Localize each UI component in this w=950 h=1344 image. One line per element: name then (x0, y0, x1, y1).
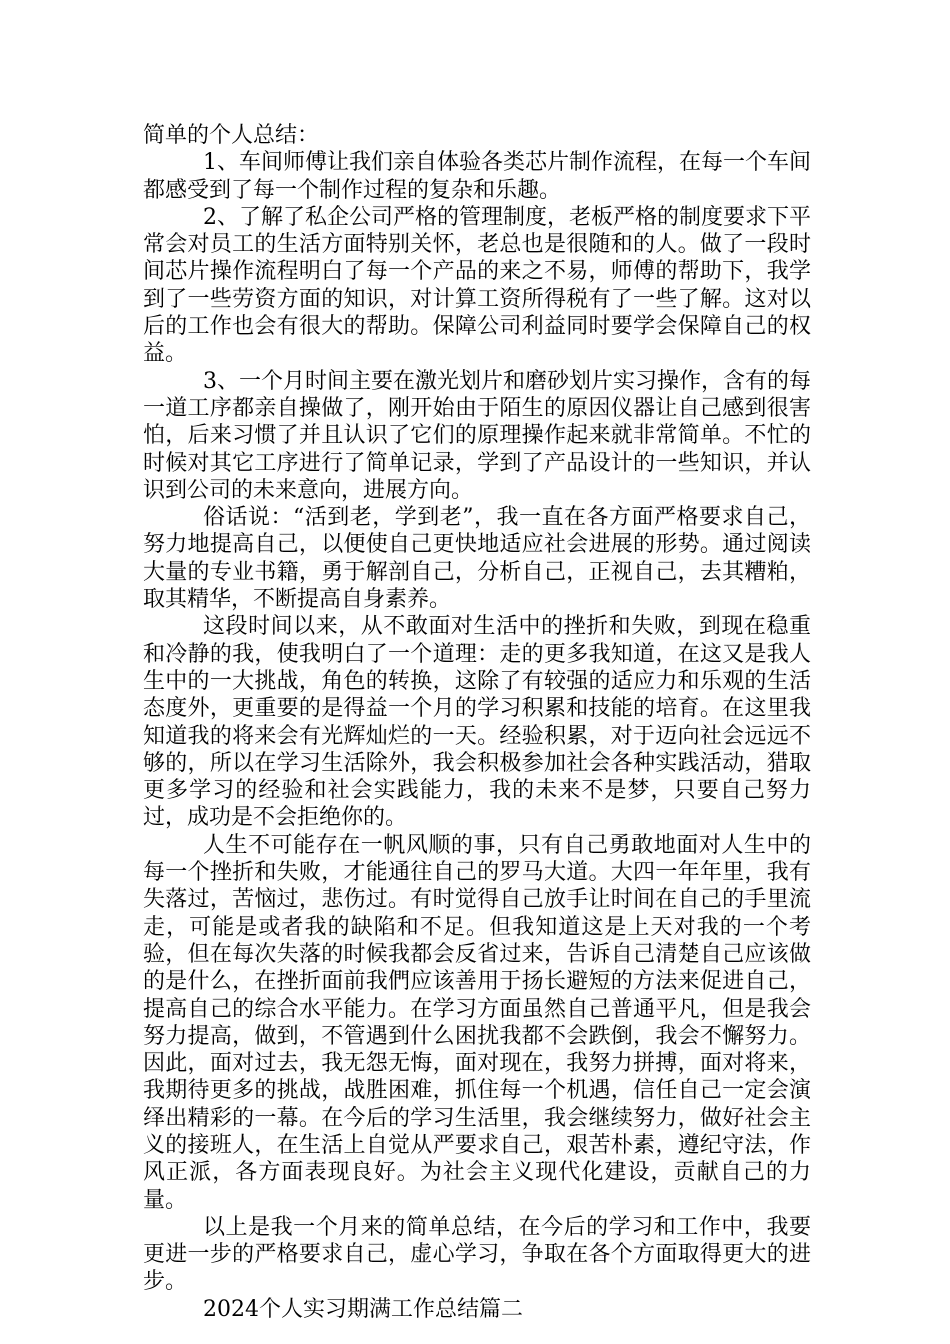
intro-line: 简单的个人总结： (143, 123, 320, 148)
paragraph-life: 人生不可能存在一帆风顺的事，只有自己勇敢地面对人生中的每一个挫折和失败，才能通往自己的罗马大道。大四一年年里，我有失落过，苦恼过，悲伤过。有时觉得自己放手让时间在自己的手里流走，可能是或者我的缺陷和不足。但我知道这是上天对我的一个考验，但在每次失落的时候我都会反省过来，告诉自己清楚自己应该做的是什么，在挫折面前我們应该善用于扬长避短的方法来促进自己，提高自己的综合水平能力。在学习方面虽然自己普通平凡，但是我会努力提高，做到，不管遇到什么困扰我都不会跌倒，我会不懈努力。因此，面对过去，我无怨无悔，面对现在，我努力拼搏，面对将来，我期待更多的挑战，战胜困难，抓住每一个机遇，信任自己一定会演绎出精彩的一幕。在今后的学习生活里，我会继续努力，做好社会主义的接班人，在生活上自觉从严要求自己，艰苦朴素，遵纪守法，作风正派，各方面表现良好。为社会主义现代化建设，贡献自己的力量。 (143, 832, 811, 1213)
paragraph-item-3: 3、一个月时间主要在激光划片和磨砂划片实习操作，含有的每一道工序都亲自操做了，刚开始由于陌生的原因仪器让自己感到很害怕，后来习惯了并且认识了它们的原理操作起来就非常简单。不忙的时候对其它工序进行了简单记录，学到了产品设计的一些知识，并认识到公司的未来意向，进展方向。 (143, 368, 811, 503)
paragraph-conclusion: 以上是我一个月来的简单总结，在今后的学习和工作中，我要更进一步的严格要求自己，虚心学习，争取在各个方面取得更大的进步。 (143, 1214, 811, 1295)
paragraph-reflection: 这段时间以来，从不敢面对生活中的挫折和失败，到现在稳重和冷静的我，使我明白了一个道理：走的更多我知道，在这又是我人生中的一大挑战，角色的转换，这除了有较强的适应力和乐观的生活态度外，更重要的是得益一个月的学习积累和技能的培育。在这里我知道我的将来会有光辉灿烂的一天。经验积累，对于迈向社会远远不够的，所以在学习生活除外，我会积极参加社会各种实践活动，猎取更多学习的经验和社会实践能力，我的未来不是梦，只要自己努力过，成功是不会拒绝你的。 (143, 614, 811, 831)
paragraph-proverb: 俗话说：“活到老，学到老”，我一直在各方面严格要求自己，努力地提高自己，以便使自己更快地适应社会进展的形势。通过阅读大量的专业书籍，勇于解剖自己，分析自己，正视自己，去其糟粕，取其精华，不断提高自身素养。 (143, 505, 811, 613)
paragraph-item-2: 2、了解了私企公司严格的管理制度，老板严格的制度要求下平常会对员工的生活方面特别关怀，老总也是很随和的人。做了一段时间芯片操作流程明白了每一个产品的来之不易，师傅的帮助下，我学到了一些劳资方面的知识，对计算工资所得税有了一些了解。这对以后的工作也会有很大的帮助。保障公司利益同时要学会保障自己的权益。 (143, 204, 811, 367)
document-body (143, 122, 811, 1323)
section-heading: 2024个人实习期满工作总结篇二 (203, 1296, 523, 1322)
paragraph-item-1: 1、车间师傅让我们亲自体验各类芯片制作流程，在每一个车间都感受到了每一个制作过程的复杂和乐趣。 (143, 150, 811, 203)
